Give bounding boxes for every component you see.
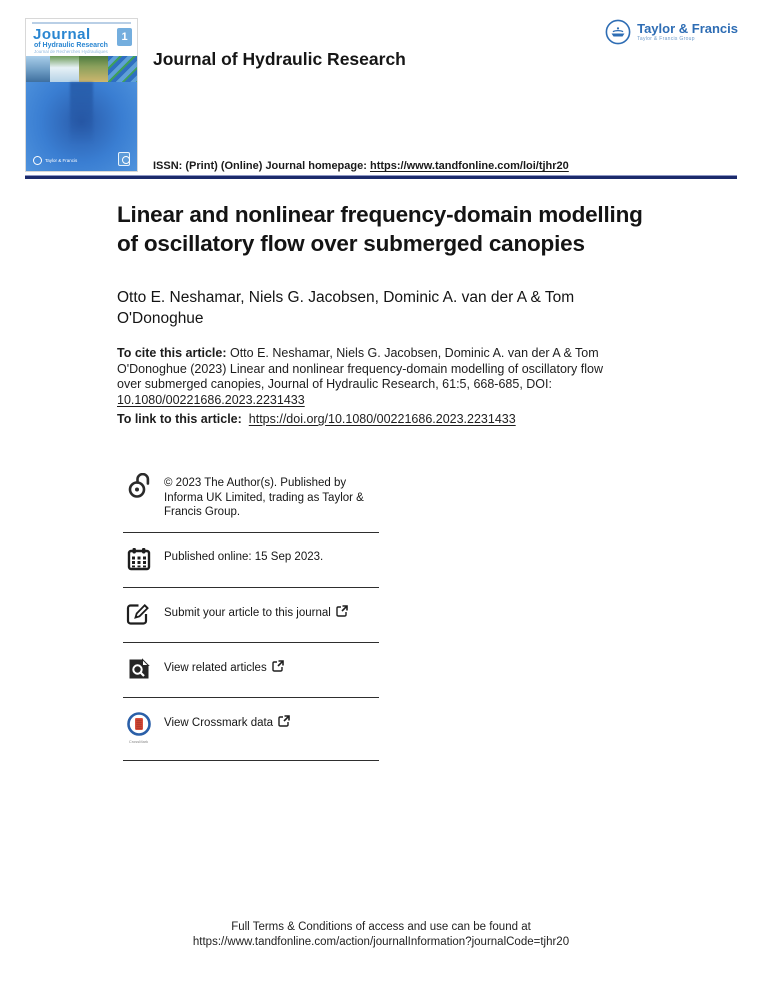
article-doi-url-link[interactable]: https://doi.org/10.1080/00221686.2023.2231433: [248, 412, 516, 426]
crossmark-label: CrossMark: [128, 738, 149, 744]
view-crossmark-text: View Crossmark data: [164, 712, 290, 731]
related-articles-icon: [125, 657, 152, 681]
external-link-icon: [278, 715, 290, 727]
cover-issue-number: 1: [117, 28, 132, 46]
taylor-francis-logo: [605, 19, 738, 45]
journal-cover-image: [25, 18, 138, 172]
cover-photo-sea: [26, 56, 50, 82]
doi-link[interactable]: 10.1080/00221686.2023.2231433: [117, 392, 305, 407]
taylor-francis-logo-tagline: Taylor & Francis Group: [637, 36, 695, 42]
cite-label: To cite this article:: [117, 346, 227, 360]
open-access-icon: [125, 473, 152, 499]
cover-publisher-logo: [33, 156, 77, 165]
article-info-rows: [123, 462, 379, 761]
cover-masthead-line: [32, 22, 131, 24]
article-authors: Otto E. Neshamar, Niels G. Jacobsen, Dominic A. van der A & Tom O'Donoghue: [117, 289, 575, 327]
issn-homepage-line: [153, 160, 569, 172]
cover-publisher-logo-text: Taylor & Francis: [45, 158, 78, 163]
crossmark-icon: [125, 712, 152, 744]
cover-subtitle: of Hydraulic Research: [34, 42, 108, 49]
submit-article-text: Submit your article to this journal: [164, 602, 348, 621]
link-label: To link to this article:: [117, 412, 242, 426]
cover-publisher-logo-circle: [33, 156, 42, 165]
view-related-text: View related articles: [164, 657, 284, 676]
cover-photo-pattern: [108, 56, 137, 82]
cover-title: Journal: [33, 26, 91, 43]
cover-iahr-emblem: [118, 152, 130, 166]
taylor-francis-lamp-icon: [605, 19, 631, 45]
issn-label: ISSN: (Print) (Online) Journal homepage:: [153, 160, 370, 172]
footer-terms-url[interactable]: https://www.tandfonline.com/action/journalInformation?journalCode=tjhr20: [192, 935, 570, 948]
cite-block: [117, 346, 622, 408]
cover-photo-waterfall: [50, 56, 79, 82]
external-link-icon: [272, 660, 284, 672]
taylor-francis-logo-text: Taylor & Francis: [637, 21, 738, 36]
view-crossmark-row[interactable]: [123, 698, 379, 761]
calendar-icon: [125, 547, 152, 571]
journal-title: Journal of Hydraulic Research: [153, 49, 406, 69]
external-link-icon: [336, 605, 348, 617]
view-related-row[interactable]: [123, 643, 379, 698]
copyright-text: © 2023 The Author(s). Published by Informa UK Limited, trading as Taylor & Francis Group.: [164, 477, 364, 518]
cite-text: Otto E. Neshamar, Niels G. Jacobsen, Dominic A. van der A & Tom O'Donoghue (2023) Linear and nonlinear frequency-domain modelling of oscillatory flow over submerged canopies, Journal of Hydraulic Research, 61:5, 668-685, DOI:: [117, 346, 604, 391]
open-access-row: [123, 462, 379, 533]
journal-homepage-link[interactable]: https://www.tandfonline.com/loi/tjhr20: [369, 160, 569, 172]
published-online-text: Published online: 15 Sep 2023.: [164, 550, 324, 563]
submit-article-icon: [125, 602, 152, 626]
header-divider-rule: [25, 175, 737, 179]
link-block: [117, 412, 637, 426]
footer-terms: [0, 920, 762, 949]
cover-water-photo: [26, 82, 137, 171]
submit-article-row[interactable]: [123, 588, 379, 643]
footer-line1: Full Terms & Conditions of access and use can be found at: [231, 921, 531, 933]
cover-subtitle-french: Journal de Recherches Hydrauliques: [34, 49, 108, 54]
published-online-row: [123, 533, 379, 588]
cover-photo-column: [79, 56, 108, 82]
cover-photo-strip: [26, 56, 137, 82]
cover-masthead: [26, 19, 137, 56]
article-title: Linear and nonlinear frequency-domain modelling of oscillatory flow over submerged canopies: [117, 202, 643, 256]
